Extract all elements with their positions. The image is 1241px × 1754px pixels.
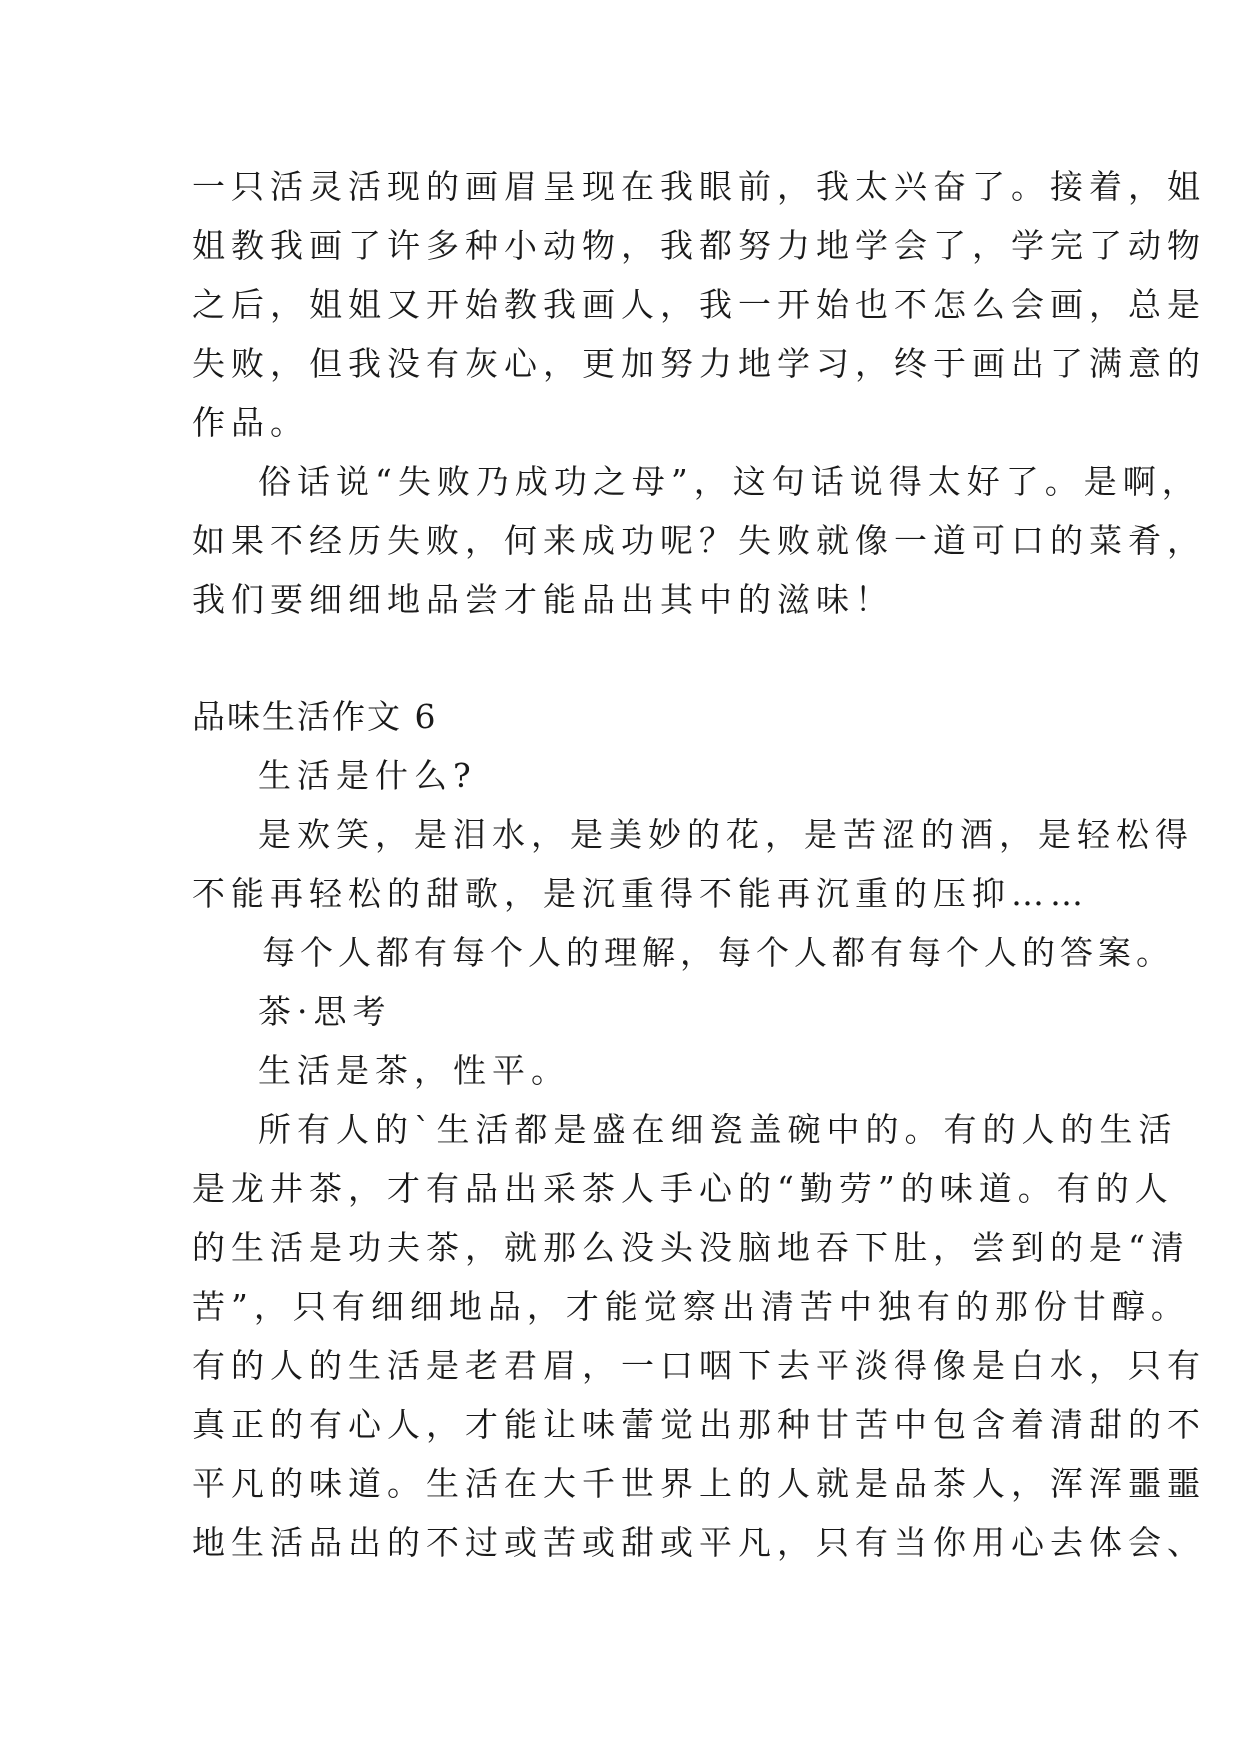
paragraph-line: 姐教我画了许多种小动物，我都努力地学会了，学完了动物 [192,226,1206,265]
paragraph-proverb [192,452,1206,629]
paragraph-line: 每个人都有每个人的理解，每个人都有每个人的答案。 [262,933,1174,972]
paragraph-line: 有的人的生活是老君眉，一口咽下去平淡得像是白水，只有 [192,1346,1206,1385]
paragraph-line: 真正的有心人，才能让味蕾觉出那种甘苦中包含着清甜的不 [192,1405,1206,1444]
paragraph-line: 一只活灵活现的画眉呈现在我眼前，我太兴奋了。接着，姐 [192,167,1206,206]
paragraph-line: 的生活是功夫茶，就那么没头没脑地吞下肚，尝到的是“清 [192,1228,1190,1267]
question-line: 生活是什么? [258,756,477,795]
paragraph-drawing-lessons [192,157,1206,452]
paragraph-line: 是龙井茶，才有品出采茶人手心的“勤劳”的味道。有的人 [192,1169,1174,1208]
paragraph-line: 地生活品出的不过或苦或甜或平凡，只有当你用心去体会、 [192,1523,1206,1562]
subheading-tea: 茶·思考 [258,992,392,1031]
section-title-text: 品味生活作文 6 [192,697,438,736]
paragraph-line: 俗话说“失败乃成功之母”，这句话说得太好了。是啊， [258,462,1201,501]
paragraph-line: 苦”，只有细细地品，才能觉察出清苦中独有的那份甘醇。 [192,1287,1190,1326]
paragraph-line: 之后，姐姐又开始教我画人，我一开始也不怎么会画，总是 [192,285,1206,324]
paragraph-line: 是欢笑，是泪水，是美妙的花，是苦涩的酒，是轻松得 [258,815,1194,854]
paragraph-line: 我们要细细地品尝才能品出其中的滋味！ [192,580,894,619]
paragraph-line: 不能再轻松的甜歌，是沉重得不能再沉重的压抑…… [192,874,1089,913]
section-title [192,687,1072,746]
paragraph-line: 如果不经历失败，何来成功呢？失败就像一道可口的菜肴， [192,521,1206,560]
paragraph-line: 平凡的味道。生活在大千世界上的人就是品茶人，浑浑噩噩 [192,1464,1206,1503]
paragraph-line: 失败，但我没有灰心，更加努力地学习，终于画出了满意的 [192,344,1206,383]
paragraph-line: 作品。 [192,403,309,442]
section-body [192,746,1206,1572]
paragraph-line: 所有人的`生活都是盛在细瓷盖碗中的。有的人的生活 [258,1110,1178,1149]
paragraph-line: 生活是茶，性平。 [258,1051,570,1090]
